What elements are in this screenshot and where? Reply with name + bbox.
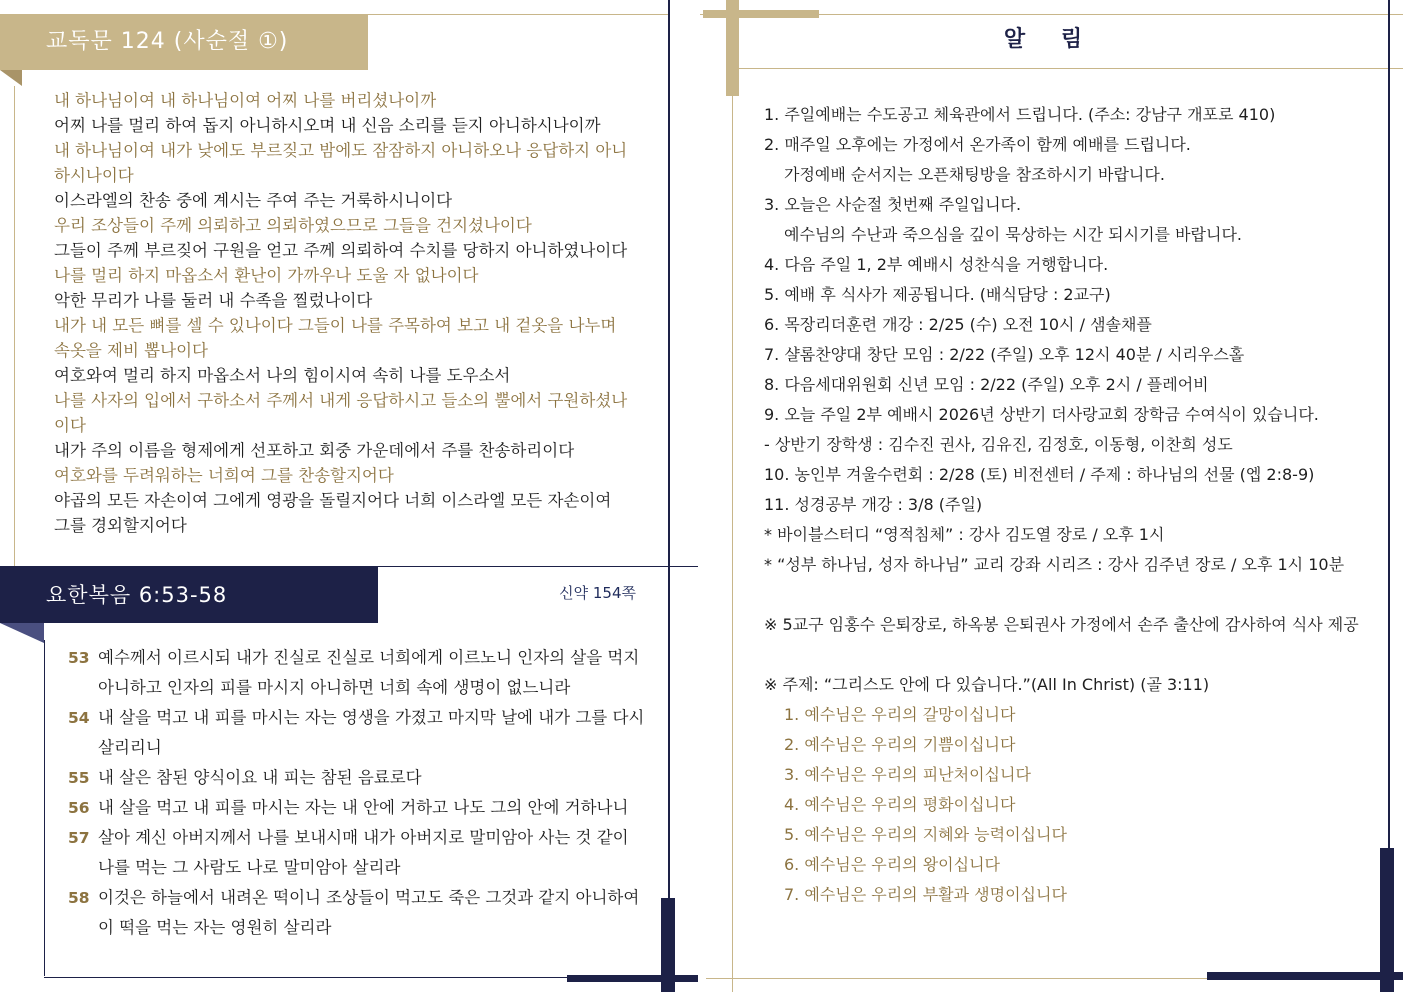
verse-number: 57 [68,829,90,847]
scripture-verses [68,643,658,943]
verse-row [68,793,658,823]
psalm-line: 이스라엘의 찬송 중에 계시는 주여 주는 거룩하시니이다 [54,191,453,210]
psalm-line: 나를 사자의 입에서 구하소서 주께서 내게 응답하시고 들소의 뿔에서 구원하셨나 [54,391,628,410]
notice-line: 예수님의 수난과 죽으심을 깊이 묵상하는 시간 되시기를 바랍니다. [784,225,1243,244]
scripture-page-ref: 신약 154쪽 [559,584,636,602]
verse-text: 내 살은 참된 양식이요 내 피는 참된 음료로다 [98,768,422,787]
notice-line: * “성부 하나님, 성자 하나님” 교리 강좌 시리즈 : 강사 김주년 장로 / 오후 1시 10분 [764,555,1345,574]
left-corner-bar-h [567,975,698,982]
notice-line: 6. 예수님은 우리의 왕이십니다 [784,855,1000,874]
verse-text: 내 살을 먹고 내 피를 마시는 자는 영생을 가졌고 마지막 날에 내가 그를 다시 살리리니 [98,708,645,757]
verse-number: 53 [68,649,90,667]
notice-line: 9. 오늘 주일 2부 예배시 2026년 상반기 더사랑교회 장학금 수여식이 있습니다. [764,405,1319,424]
notice-line: 2. 매주일 오후에는 가정에서 온가족이 함께 예배를 드립니다. [764,135,1191,154]
notice-line: 2. 예수님은 우리의 기쁨이십니다 [784,735,1016,754]
scripture-title: 요한복음 6:53-58 [46,583,228,607]
notice-line: 5. 예수님은 우리의 지혜와 능력이십니다 [784,825,1067,844]
notice-line: 11. 성경공부 개강 : 3/8 (주일) [764,495,983,514]
notice-line: * 바이블스터디 “영적침체” : 강사 김도열 장로 / 오후 1시 [764,525,1165,544]
notice-line: 10. 농인부 겨울수련회 : 2/28 (토) 비전센터 / 주제 : 하나님의 선물 (엡 2:8-9) [764,465,1315,484]
verse-row [68,763,658,793]
verse-number: 56 [68,799,90,817]
psalm-line: 속옷을 제비 뽑나이다 [54,341,208,360]
right-mid-rule [739,68,1403,69]
notice-line: 7. 예수님은 우리의 부활과 생명이십니다 [784,885,1067,904]
notices-title: 알 림 [1003,27,1097,52]
notice-line: ※ 주제: “그리스도 안에 다 있습니다.”(All In Christ) (골 3:11) [764,675,1210,694]
notice-line: 7. 샬롬찬양대 창단 모임 : 2/22 (주일) 오후 12시 40분 / 시리우스홀 [764,345,1245,364]
psalm-header-fold [0,70,22,86]
notice-line: 가정예배 순서지는 오픈채팅방을 참조하시기 바랍니다. [784,165,1165,184]
verse-number: 54 [68,709,90,727]
notice-line: - 상반기 장학생 : 김수진 권사, 김유진, 김정호, 이동형, 이찬희 성도 [764,435,1233,454]
cross-horizontal [703,10,819,18]
verse-row [68,883,658,943]
verse-text: 내 살을 먹고 내 피를 마시는 자는 내 안에 거하고 나도 그의 안에 거하나니 [98,798,629,817]
verse-text: 이것은 하늘에서 내려온 떡이니 조상들이 먹고도 죽은 그것과 같지 아니하여 이 떡을 먹는 자는 영원히 살리라 [98,888,640,937]
left-side-rule-lower [44,640,45,976]
psalm-line: 그들이 주께 부르짖어 구원을 얻고 주께 의뢰하여 수치를 당하지 아니하였나이다 [54,241,628,260]
psalm-line: 여호와를 두려워하는 너희여 그를 찬송할지어다 [54,466,394,485]
notice-line: 5. 예배 후 식사가 제공됩니다. (배식담당 : 2교구) [764,285,1111,304]
psalm-line: 우리 조상들이 주께 의뢰하고 의뢰하였으므로 그들을 건지셨나이다 [54,216,532,235]
psalm-line: 하시나이다 [54,166,134,185]
verse-row [68,703,658,763]
left-side-rule [14,86,15,566]
verse-text: 살아 계신 아버지께서 나를 보내시매 내가 아버지로 말미암아 사는 것 같이 나를 먹는 그 사람도 나로 말미암아 살리라 [98,828,629,877]
verse-row [68,823,658,883]
psalm-line: 여호와여 멀리 하지 마옵소서 나의 힘이시여 속히 나를 도우소서 [54,366,511,385]
psalm-title: 교독문 124 (사순절 ①) [46,29,289,54]
psalm-line: 내가 주의 이름을 형제에게 선포하고 회중 가운데에서 주를 찬송하리이다 [54,441,575,460]
notice-line: 1. 예수님은 우리의 갈망이십니다 [784,705,1016,724]
psalm-line: 내 하나님이여 내 하나님이여 어찌 나를 버리셨나이까 [54,91,437,110]
psalm-line: 그를 경외할지어다 [54,516,187,535]
psalm-line: 내 하나님이여 내가 낮에도 부르짖고 밤에도 잠잠하지 아니하오나 응답하지 아니 [54,141,628,160]
psalm-line: 내가 내 모든 뼈를 셀 수 있나이다 그들이 나를 주목하여 보고 내 겉옷을 나누며 [54,316,617,335]
right-left-rule [732,96,733,992]
notices-list [764,100,1384,910]
verse-number: 55 [68,769,90,787]
notice-line: 8. 다음세대위원회 신년 모임 : 2/22 (주일) 오후 2시 / 플레어비 [764,375,1209,394]
notice-line: 3. 예수님은 우리의 피난처이십니다 [784,765,1031,784]
psalm-line: 이다 [54,416,86,435]
notice-line [764,640,1384,670]
psalm-reading [54,88,654,538]
psalm-line: 어찌 나를 멀리 하여 돕지 아니하시오며 내 신음 소리를 듣지 아니하시나이까 [54,116,601,135]
notice-line: 6. 목장리더훈련 개강 : 2/25 (수) 오전 10시 / 샘솔채플 [764,315,1152,334]
notice-line: ※ 5교구 임홍수 은퇴장로, 하옥봉 은퇴권사 가정에서 손주 출산에 감사하여 식사 제공 [764,615,1359,634]
notice-line: 3. 오늘은 사순절 첫번째 주일입니다. [764,195,1022,214]
notice-line: 4. 예수님은 우리의 평화이십니다 [784,795,1016,814]
verse-row [68,643,658,703]
psalm-line: 야곱의 모든 자손이여 그에게 영광을 돌릴지어다 너희 이스라엘 모든 자손이여 [54,491,612,510]
left-vertical-rule [668,0,670,970]
notice-line: 1. 주일예배는 수도공고 체육관에서 드립니다. (주소: 강남구 개포로 410) [764,105,1276,124]
right-corner-bar-h [1207,972,1403,980]
verse-text: 예수께서 이르시되 내가 진실로 진실로 너희에게 이르노니 인자의 살을 먹지 아니하고 인자의 피를 마시지 아니하면 너희 속에 생명이 없느니라 [98,648,640,697]
psalm-line: 나를 멀리 하지 마옵소서 환난이 가까우나 도울 자 없나이다 [54,266,479,285]
verse-number: 58 [68,889,90,907]
psalm-line: 악한 무리가 나를 둘러 내 수족을 찔렀나이다 [54,291,373,310]
right-outer-rule [1388,0,1390,975]
notice-line: 4. 다음 주일 1, 2부 예배시 성찬식을 거행합니다. [764,255,1109,274]
notice-line [764,580,1384,610]
scripture-header-fold [0,623,44,643]
